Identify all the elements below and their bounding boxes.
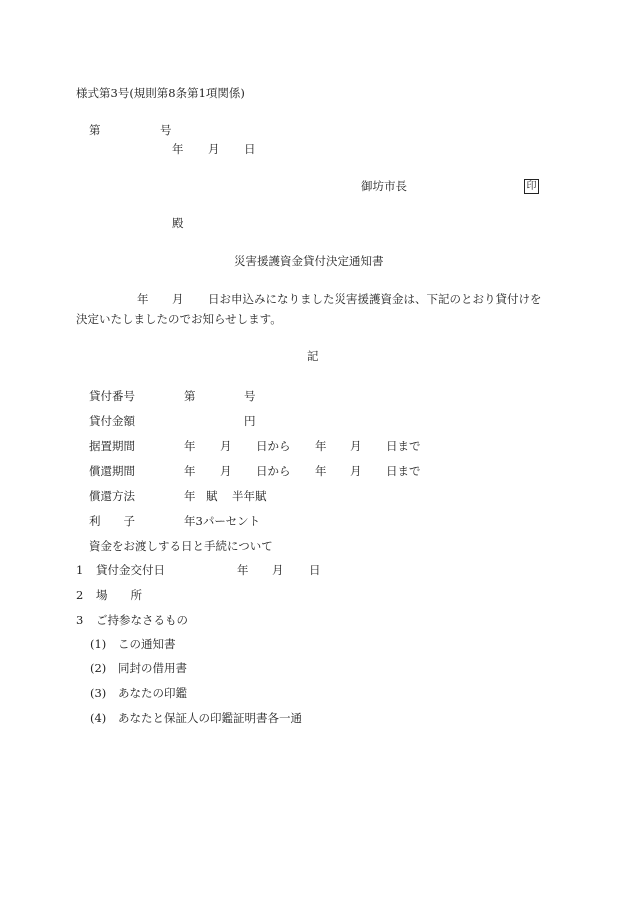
issuer-name: 御坊市長 bbox=[361, 179, 407, 193]
document-title: 災害援護資金貸付決定通知書 bbox=[234, 254, 384, 268]
subitem-text: 同封の借用書 bbox=[118, 661, 187, 675]
item-year: 年 bbox=[237, 563, 249, 577]
row-cell: 月 bbox=[350, 464, 362, 478]
row-cell: 年3パーセント bbox=[184, 514, 261, 528]
row-cell: 年 bbox=[315, 439, 327, 453]
item-label: 貸付金交付日 bbox=[96, 563, 165, 577]
date-year: 年 bbox=[172, 142, 184, 156]
row-cell: 月 bbox=[350, 439, 362, 453]
date-month: 月 bbox=[208, 142, 220, 156]
row-cell: 年 bbox=[184, 439, 196, 453]
row-cell: 年 bbox=[315, 464, 327, 478]
row-cell: 日まで bbox=[386, 439, 421, 453]
item-number: 2 bbox=[76, 588, 84, 602]
row-cell: 日から bbox=[256, 464, 291, 478]
seal-mark: 印 bbox=[524, 179, 539, 194]
body-line2: 決定いたしましたのでお知らせします。 bbox=[76, 312, 282, 326]
row-cell: 円 bbox=[244, 414, 256, 428]
subitem-text: この通知書 bbox=[118, 637, 176, 651]
subitem-number: (4) bbox=[90, 711, 107, 725]
row-cell: 日から bbox=[256, 439, 291, 453]
row-cell: 年 bbox=[184, 464, 196, 478]
row-cell: 賦 bbox=[206, 489, 218, 503]
body-month: 月 bbox=[172, 292, 184, 306]
item-number: 3 bbox=[76, 613, 84, 627]
subitem-number: (1) bbox=[90, 637, 107, 651]
procedure-heading: 資金をお渡しする日と手続について bbox=[89, 539, 273, 553]
row-cell: 半年賦 bbox=[232, 489, 267, 503]
item-number: 1 bbox=[76, 563, 84, 577]
date-day: 日 bbox=[244, 142, 256, 156]
subitem-number: (2) bbox=[90, 661, 107, 675]
body-year: 年 bbox=[137, 292, 149, 306]
row-cell: 月 bbox=[220, 439, 232, 453]
addressee-suffix: 殿 bbox=[172, 216, 184, 230]
row-label: 貸付番号 bbox=[89, 389, 135, 403]
item-label: ご持参なさるもの bbox=[96, 613, 188, 627]
ki-heading: 記 bbox=[307, 349, 319, 363]
row-label: 据置期間 bbox=[89, 439, 135, 453]
form-label: 様式第3号(規則第8条第1項関係) bbox=[76, 86, 245, 100]
body-line1: 日お申込みになりました災害援護資金は、下記のとおり貸付けを bbox=[208, 292, 542, 306]
item-day: 日 bbox=[309, 563, 321, 577]
subitem-text: あなたと保証人の印鑑証明書各一通 bbox=[118, 711, 302, 725]
row-cell: 年 bbox=[184, 489, 196, 503]
subitem-text: あなたの印鑑 bbox=[118, 686, 187, 700]
row-cell: 日まで bbox=[386, 464, 421, 478]
subitem-number: (3) bbox=[90, 686, 107, 700]
row-cell: 号 bbox=[244, 389, 256, 403]
ref-no-suffix: 号 bbox=[160, 123, 172, 137]
ref-no-prefix: 第 bbox=[89, 123, 101, 137]
row-label: 償還期間 bbox=[89, 464, 135, 478]
item-month: 月 bbox=[272, 563, 284, 577]
row-label: 貸付金額 bbox=[89, 414, 135, 428]
item-label: 場 所 bbox=[96, 588, 142, 602]
row-cell: 月 bbox=[220, 464, 232, 478]
row-label: 償還方法 bbox=[89, 489, 135, 503]
row-cell: 第 bbox=[184, 389, 196, 403]
row-label: 利 子 bbox=[89, 514, 135, 528]
